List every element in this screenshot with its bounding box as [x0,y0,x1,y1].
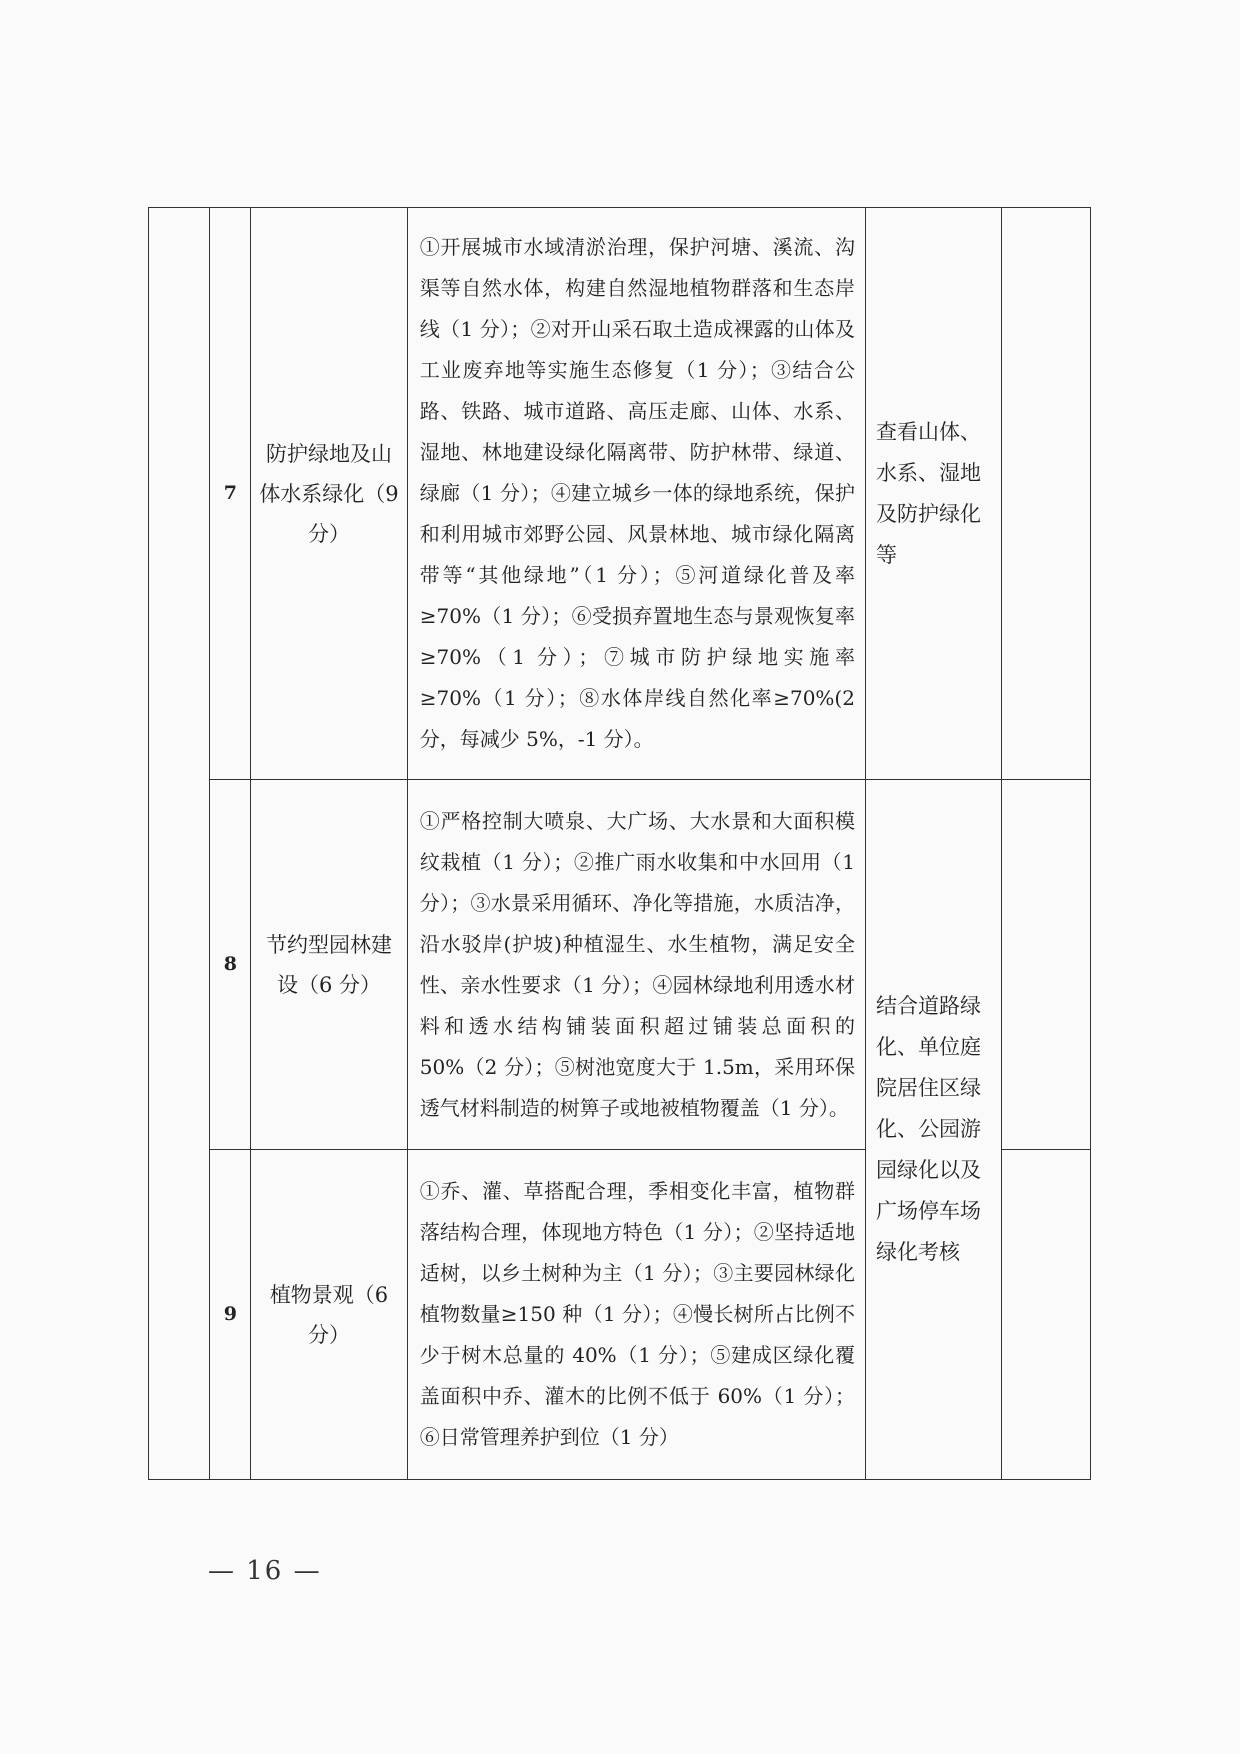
item-number: 7 [210,208,251,780]
item-number: 8 [210,780,251,1150]
score-cell [1001,208,1090,780]
item-requirements: ①开展城市水域清淤治理，保护河塘、溪流、沟渠等自然水体，构建自然湿地植物群落和生态岸线（1 分）；②对开山采石取土造成裸露的山体及工业废弃地等实施生态修复（1 分）；③结合公路、铁路、城市道路、高压走廊、山体、水系、湿地、林地建设绿化隔离带、防护林带、绿道、绿廊（1 分）；④建立城乡一体的绿地系统，保护和利用城市郊野公园、风景林地、城市绿化隔离带等“其他绿地”（1 分）；⑤河道绿化普及率≥70%（1 分）；⑥受损弃置地生态与景观恢复率≥70%（1 分）；⑦城市防护绿地实施率≥70%（1 分）；⑧水体岸线自然化率≥70%(2 分，每减少 5%，-1 分）。 [407,208,865,780]
item-name: 防护绿地及山体水系绿化（9 分） [251,208,407,780]
item-name: 植物景观（6 分） [251,1150,407,1480]
item-name: 节约型园林建设（6 分） [251,780,407,1150]
item-requirements: ①乔、灌、草搭配合理，季相变化丰富，植物群落结构合理，体现地方特色（1 分）；②坚持适地适树，以乡土树种为主（1 分）；③主要园林绿化植物数量≥150 种（1 分）；④慢长树所占比例不少于树木总量的 40%（1 分）；⑤建成区绿化覆盖面积中乔、灌木的比例不低于 60%（1 分）；⑥日常管理养护到位（1 分） [407,1150,865,1480]
score-cell [1001,780,1090,1150]
score-cell [1001,1150,1090,1480]
page-number: — 16 — [208,1556,322,1586]
assessment-method: 查看山体、水系、湿地及防护绿化等 [865,208,1001,780]
criteria-table [148,207,1091,1480]
item-number: 9 [210,1150,251,1480]
category-cell [149,208,210,1480]
item-requirements: ①严格控制大喷泉、大广场、大水景和大面积模纹栽植（1 分）；②推广雨水收集和中水回用（1 分）；③水景采用循环、净化等措施，水质洁净，沿水驳岸(护坡)种植湿生、水生植物，满足安全性、亲水性要求（1 分）；④园林绿地利用透水材料和透水结构铺装面积超过铺装总面积的 50%（2 分）；⑤树池宽度大于 1.5m，采用环保透气材料制造的树箅子或地被植物覆盖（1 分）。 [407,780,865,1150]
assessment-method: 结合道路绿化、单位庭院居住区绿化、公园游园绿化以及广场停车场绿化考核 [865,780,1001,1480]
table-row [149,208,1091,780]
table-row [149,780,1091,1150]
